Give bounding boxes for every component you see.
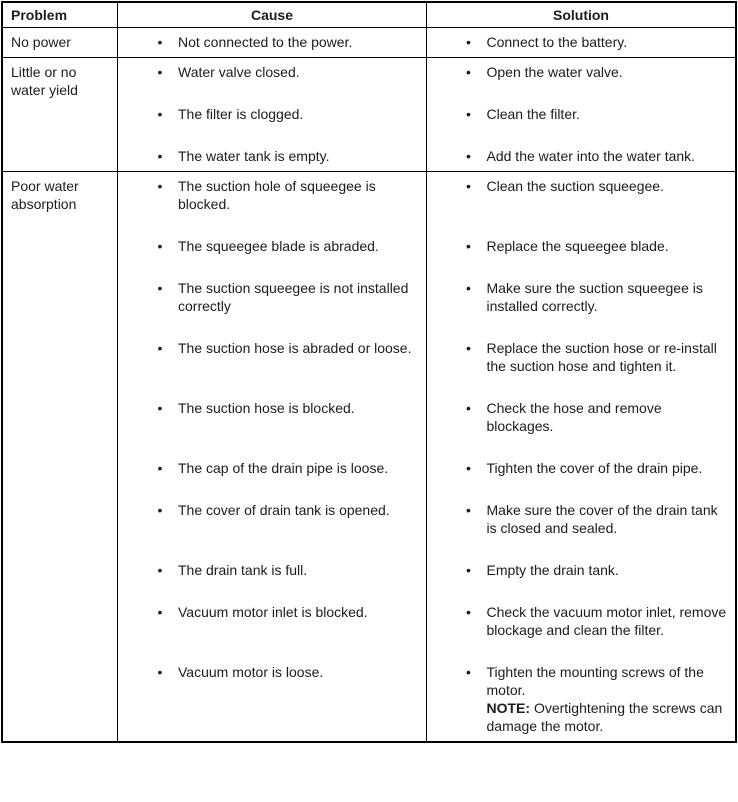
- solution-item: [427, 105, 736, 147]
- bullet-icon: •: [466, 238, 471, 254]
- cause-item: [118, 459, 427, 501]
- troubleshooting-table: [1, 1, 737, 743]
- cause-text: The filter is clogged.: [178, 106, 304, 122]
- bullet-icon: •: [466, 604, 471, 620]
- cause-item: [118, 279, 427, 339]
- solution-text: Clean the suction squeegee.: [486, 178, 664, 194]
- bullet-icon: •: [466, 664, 471, 680]
- bullet-icon: •: [157, 460, 163, 476]
- cause-item: [118, 399, 427, 459]
- bullet-icon: •: [157, 148, 163, 164]
- bullet-icon: •: [466, 400, 471, 416]
- cause-item: [118, 58, 427, 105]
- cause-solution-pair: [118, 501, 735, 561]
- solution-text: Open the water valve.: [486, 64, 623, 80]
- solution-text: Add the water into the water tank.: [486, 148, 696, 164]
- solution-item: [427, 603, 736, 663]
- solution-text: [487, 663, 728, 735]
- problem-cell: Little or no water yield: [3, 58, 118, 171]
- solution-item: [427, 501, 736, 561]
- cause-text: The cap of the drain pipe is loose.: [178, 460, 389, 476]
- problem-cell: No power: [3, 28, 118, 57]
- cause-text: The cover of drain tank is opened.: [178, 502, 390, 518]
- note-text: Overtightening the screws can damage the motor.: [486, 700, 723, 734]
- header-solution: Solution: [553, 7, 609, 23]
- cause-solution-pair: [118, 147, 735, 171]
- solution-item: [427, 147, 736, 171]
- header-problem: Problem: [3, 3, 118, 27]
- cause-item: [118, 105, 427, 147]
- cause-text: The suction hose is blocked.: [178, 400, 355, 416]
- solution-item: [427, 663, 736, 741]
- solution-text: Empty the drain tank.: [486, 562, 619, 578]
- solution-text: Check the hose and remove blockages.: [486, 400, 662, 434]
- bullet-icon: •: [157, 178, 163, 194]
- header-cause: Cause: [118, 3, 427, 27]
- solution-main-text: Tighten the mounting screws of the motor.: [486, 664, 704, 698]
- solution-text: Tighten the cover of the drain pipe.: [486, 460, 703, 476]
- cause-solution-pair: [118, 237, 735, 279]
- cause-solution-pair: [118, 399, 735, 459]
- solution-item: [427, 459, 736, 501]
- bullet-icon: •: [157, 400, 163, 416]
- bullet-icon: •: [157, 502, 163, 518]
- bullet-icon: •: [157, 562, 163, 578]
- bullet-icon: •: [157, 604, 163, 620]
- cause-item: [118, 339, 427, 399]
- solution-text: Make sure the suction squeegee is installed correctly.: [486, 280, 703, 314]
- bullet-icon: •: [466, 178, 471, 194]
- bullet-icon: •: [466, 106, 471, 122]
- solution-item: [427, 279, 736, 339]
- bullet-icon: •: [157, 664, 163, 680]
- cause-text: Not connected to the power.: [178, 34, 353, 50]
- cause-solution-pair: [118, 172, 735, 237]
- cause-text: Vacuum motor inlet is blocked.: [178, 604, 368, 620]
- solution-text: Check the vacuum motor inlet, remove blockage and clean the filter.: [486, 604, 727, 638]
- note-label: NOTE:: [486, 700, 531, 716]
- cause-solution-pair: [118, 339, 735, 399]
- solution-text: Make sure the cover of the drain tank is closed and sealed.: [486, 502, 718, 536]
- bullet-icon: •: [157, 280, 163, 296]
- problem-cell: Poor water absorption: [3, 172, 118, 741]
- bullet-icon: •: [157, 238, 163, 254]
- solution-text: Connect to the battery.: [486, 34, 628, 50]
- cause-item: [118, 663, 427, 741]
- solution-item: [427, 399, 736, 459]
- solution-item: [427, 561, 736, 603]
- cause-item: [118, 172, 427, 237]
- cause-solution-pairs: [118, 58, 735, 171]
- bullet-icon: •: [466, 34, 471, 50]
- cause-solution-pair: [118, 561, 735, 603]
- cause-text: The suction squeegee is not installed correctly: [178, 280, 409, 314]
- cause-text: The squeegee blade is abraded.: [178, 238, 379, 254]
- cause-item: [118, 237, 427, 279]
- cause-solution-pair: [118, 58, 735, 105]
- bullet-icon: •: [157, 34, 163, 50]
- bullet-icon: •: [466, 148, 471, 164]
- cause-text: The suction hole of squeegee is blocked.: [178, 178, 376, 212]
- table-row: [3, 172, 735, 741]
- table-row: [3, 58, 735, 172]
- cause-solution-pair: [118, 663, 735, 741]
- bullet-icon: •: [466, 460, 471, 476]
- solution-item: [427, 28, 736, 57]
- solution-item: [427, 58, 736, 105]
- cause-item: [118, 501, 427, 561]
- cause-text: The suction hose is abraded or loose.: [178, 340, 412, 356]
- bullet-icon: •: [466, 64, 471, 80]
- solution-item: [427, 172, 736, 237]
- solution-item: [427, 339, 736, 399]
- cause-text: The water tank is empty.: [178, 148, 330, 164]
- cause-item: [118, 28, 427, 57]
- bullet-icon: •: [466, 562, 471, 578]
- bullet-icon: •: [466, 340, 471, 356]
- bullet-icon: •: [466, 502, 471, 518]
- cause-solution-pair: [118, 279, 735, 339]
- table-header-row: [3, 3, 735, 28]
- solution-text: Clean the filter.: [486, 106, 580, 122]
- cause-solution-pairs: [118, 28, 735, 57]
- solution-text: Replace the suction hose or re-install the suction hose and tighten it.: [486, 340, 717, 374]
- cause-solution-pair: [118, 28, 735, 57]
- bullet-icon: •: [466, 280, 471, 296]
- cause-solution-pair: [118, 459, 735, 501]
- cause-item: [118, 147, 427, 171]
- table-row: [3, 28, 735, 58]
- bullet-icon: •: [157, 64, 163, 80]
- cause-solution-pair: [118, 603, 735, 663]
- cause-item: [118, 603, 427, 663]
- cause-solution-pair: [118, 105, 735, 147]
- cause-solution-pairs: [118, 172, 735, 741]
- bullet-icon: •: [157, 340, 163, 356]
- solution-item: [427, 237, 736, 279]
- cause-text: Vacuum motor is loose.: [178, 664, 324, 680]
- bullet-icon: •: [157, 106, 163, 122]
- cause-item: [118, 561, 427, 603]
- cause-text: The drain tank is full.: [178, 562, 308, 578]
- cause-text: Water valve closed.: [178, 64, 300, 80]
- solution-text: Replace the squeegee blade.: [486, 238, 669, 254]
